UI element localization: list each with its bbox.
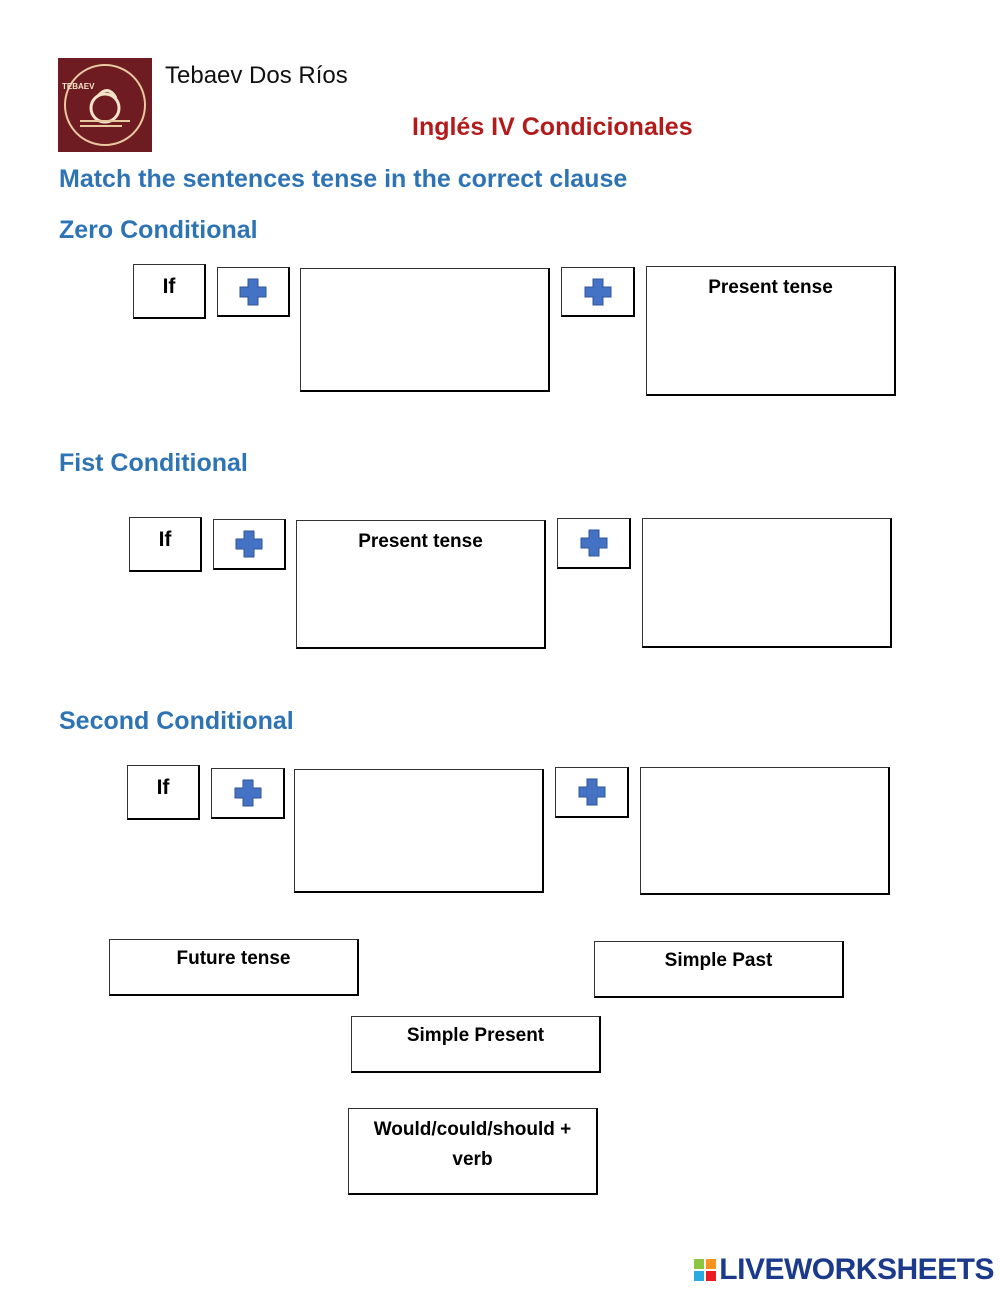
option-label: Simple Past: [664, 950, 773, 971]
plus-sign-box: [211, 768, 285, 819]
option-would-could-should[interactable]: [348, 1108, 598, 1195]
clause-text: [641, 768, 888, 778]
drop-zone-zero-clause1[interactable]: [300, 268, 550, 392]
drop-zone-first-clause2[interactable]: [642, 518, 892, 648]
clause-text: [295, 770, 542, 780]
clause-text: Present tense: [708, 277, 833, 298]
drop-zone-second-clause1[interactable]: [294, 769, 544, 893]
option-future-tense[interactable]: [109, 939, 359, 996]
plus-sign-box: [557, 518, 631, 569]
clause-box-first-clause1[interactable]: [296, 520, 546, 649]
school-name: Tebaev Dos Ríos: [165, 62, 348, 89]
option-simple-past[interactable]: [594, 941, 844, 998]
worksheet-subtitle: Inglés IV Condicionales: [412, 113, 693, 141]
drop-zone-second-clause2[interactable]: [640, 767, 890, 895]
plus-icon: [238, 277, 268, 307]
if-label: If: [162, 275, 176, 298]
plus-sign-box: [213, 519, 286, 570]
section-title-first: Fist Conditional: [59, 449, 248, 477]
clause-text: Present tense: [358, 531, 483, 552]
logo-text: TEBAEV: [62, 82, 95, 91]
clause-box-zero-clause2[interactable]: [646, 266, 896, 396]
option-label: Future tense: [176, 948, 291, 969]
if-label-box: [133, 264, 206, 319]
plus-icon: [234, 529, 264, 559]
instructions: Match the sentences tense in the correct clause: [59, 165, 628, 193]
clause-text: [643, 519, 890, 529]
plus-sign-box: [217, 267, 290, 317]
plus-icon: [583, 277, 613, 307]
plus-icon: [233, 778, 263, 808]
option-label: Would/could/should + verb: [373, 1119, 572, 1170]
plus-icon: [579, 528, 609, 558]
liveworksheets-brand: [694, 1253, 994, 1287]
plus-icon: [577, 777, 607, 807]
plus-sign-box: [555, 767, 629, 818]
if-label-box: [129, 517, 202, 572]
section-title-second: Second Conditional: [59, 707, 294, 735]
option-label: Simple Present: [406, 1025, 545, 1046]
school-logo: [58, 58, 152, 152]
logo-emblem-icon: [58, 58, 152, 152]
clause-text: [301, 269, 548, 279]
brand-name: LIVEWORKSHEETS: [719, 1253, 994, 1286]
option-simple-present[interactable]: [351, 1016, 601, 1073]
if-label: If: [156, 776, 170, 799]
plus-sign-box: [561, 267, 635, 317]
section-title-zero: Zero Conditional: [59, 216, 258, 244]
if-label-box: [127, 765, 200, 820]
if-label: If: [158, 528, 172, 551]
liveworksheets-logo-icon: [694, 1259, 716, 1281]
